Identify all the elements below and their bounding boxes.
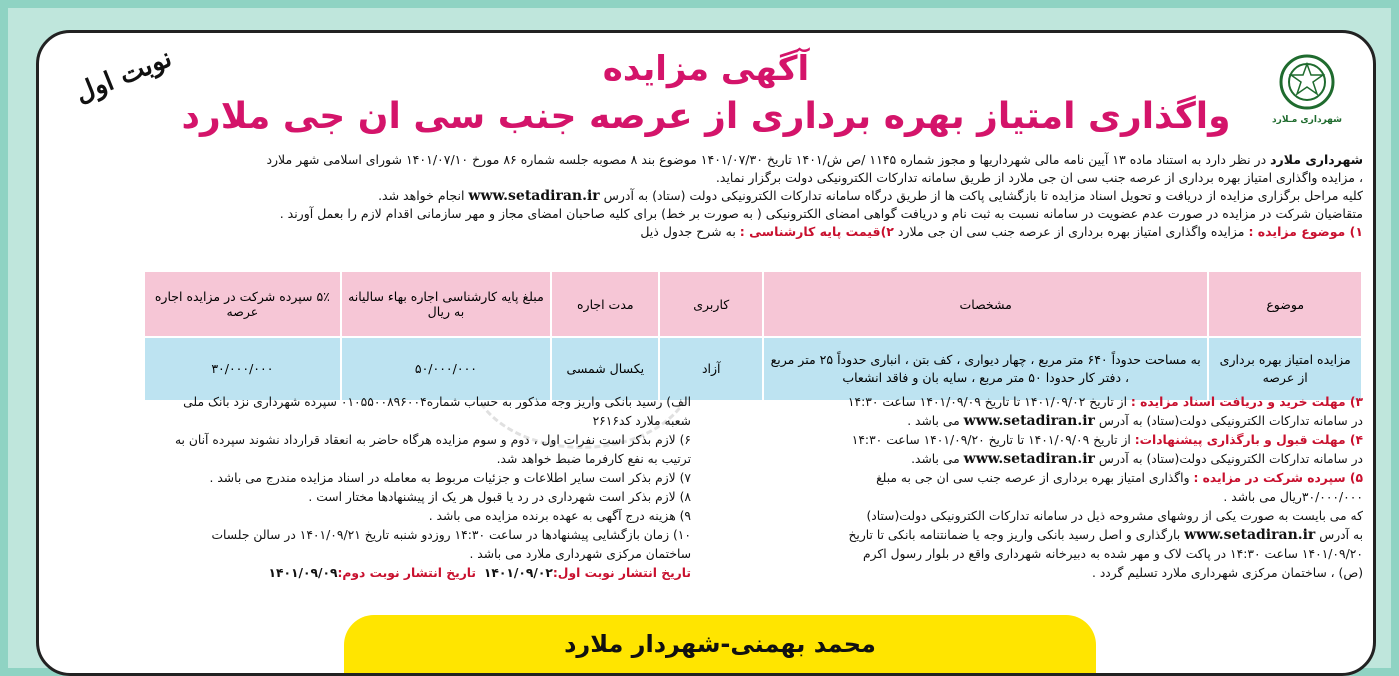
intro-line-3b: انجام خواهد شد. [378, 188, 465, 203]
deposit-label: ۵) سپرده شرکت در مزایده : [1193, 471, 1363, 485]
table-header: مدت اجاره [551, 271, 659, 337]
deposit-text-6: (ص) ، ساختمان مرکزی شهرداری ملارد تسلیم گردد . [1092, 566, 1363, 580]
intro-line-1: در نظر دارد به استناد ماده ۱۳ آیین نامه مالی شهرداریها و مجوز شماره ۱۱۴۵ /ص ش/۱۴۰۱ تاریخ ۱۴۰۱/۰۷/۳۰ موضوع بند ۸ مصوبه جلسه شماره ۸۶ مورخ ۱۴۰۱/۰۷/۱۰ شورای اسلامی شهر ملارد [266, 152, 1271, 167]
table-cell: یکسال شمسی [551, 337, 659, 401]
purchase-deadline-text-2: در سامانه تدارکات الکترونیکی دولت(ستاد) به آدرس [1098, 414, 1363, 428]
item-8: ۸) لازم بذکر است شهرداری در رد یا قبول هر یک از پیشنهادها مختار است . [308, 490, 691, 504]
notice-subtitle: واگذاری امتیاز بهره برداری از عرصه جنب سی ان جی ملارد [181, 96, 1231, 137]
intro-line-4: متقاضیان شرکت در مزایده در صورت عدم عضویت در سامانه نسبت به ثبت نام و دریافت گواهی امضای الکترونیکی ( به صورت بر خط) برای کلیه صاحبان امضای مجاز و مهر سازمانی اقدام لازم را بعمل آورند . [279, 206, 1363, 221]
notice-card [36, 30, 1376, 676]
pub1-label: تاریخ انتشار نوبت اول: [552, 566, 691, 580]
intro-line-2: ، مزایده واگذاری امتیاز بهره برداری از عرصه جنب سی ان جی ملارد از طریق سامانه تدارکات الکترونیکی دولت برگزار نماید. [715, 170, 1363, 185]
notice-title: آگهی مزایده [602, 49, 810, 89]
table-header: کاربری [659, 271, 763, 337]
table-header: ۵٪ سپرده شرکت در مزایده اجاره عرصه [144, 271, 341, 337]
auction-table [143, 270, 1363, 402]
table-header: مبلغ پایه کارشناسی اجاره بهاء سالیانه به ریال [341, 271, 551, 337]
mayor-signature-banner: محمد بهمنی-شهردار ملارد [344, 615, 1096, 675]
table-header: مشخصات [763, 271, 1208, 337]
submission-deadline-end: می باشد. [911, 452, 960, 466]
right-column [763, 393, 1363, 583]
purchase-deadline-text: از تاریخ ۱۴۰۱/۰۹/۰۲ تا تاریخ ۱۴۰۱/۰۹/۰۹ ساعت ۱۴:۳۰ [847, 395, 1131, 409]
pub2-date: ۱۴۰۱/۰۹/۰۹ [268, 566, 338, 580]
item-6b: ترتیب به نفع کارفرما ضبط خواهد شد. [496, 452, 691, 466]
item-7: ۷) لازم بذکر است سایر اطلاعات و جزئیات مربوط به معامله در اسناد مزایده مندرج می باشد . [209, 471, 691, 485]
base-price-label: ۲)قیمت پایه کارشناسی : [739, 224, 894, 239]
intro-line-3a: کلیه مراحل برگزاری مزایده از دریافت و تحویل اسناد مزایده تا بازگشایی پاکت ها از طریق درگاه سامانه تدارکات الکترونیکی دولت (ستاد) به آدرس [603, 188, 1363, 203]
table-cell: آزاد [659, 337, 763, 401]
purchase-deadline-label: ۳) مهلت خرید و دریافت اسناد مزایده : [1130, 395, 1363, 409]
deposit-amount: ۳۰/۰۰۰/۰۰۰ریال می باشد . [1223, 490, 1363, 504]
table-row [144, 337, 1362, 401]
deposit-text-3: که می بایست به صورت یکی از روشهای مشروحه ذیل در سامانه تدارکات الکترونیکی دولت(ستاد) [866, 509, 1363, 523]
table-header: موضوع [1208, 271, 1362, 337]
deposit-text-4b: بارگذاری و اصل رسید بانکی واریز وجه یا ضمانتنامه بانکی تا تاریخ [848, 528, 1181, 542]
table-header-row [144, 271, 1362, 337]
pub2-label: تاریخ انتشار نوبت دوم: [337, 566, 477, 580]
item-10: ۱۰) زمان بازگشایی پیشنهادها در ساعت ۱۴:۳۰ روزدو شنبه تاریخ ۱۴۰۱/۰۹/۲۱ در سالن جلسات [211, 528, 691, 542]
deposit-text-4a: به آدرس [1319, 528, 1363, 542]
intro-paragraph [49, 151, 1363, 241]
deposit-text: واگذاری امتیاز بهره برداری از عرصه جنب سی ان جی به مبلغ [876, 471, 1194, 485]
item-6: ۶) لازم بذکر است نفرات اول ، دوم و سوم مزایده هرگاه حاضر به انعقاد قرارداد نشوند سپرده آنان به [174, 433, 691, 447]
logo-caption: شهرداری مـلارد [1272, 115, 1342, 125]
table-cell: مزایده امتیاز بهره برداری از عرصه [1208, 337, 1362, 401]
publication-dates [51, 564, 691, 583]
submission-deadline-text-2: در سامانه تدارکات الکترونیکی دولت(ستاد) به آدرس [1098, 452, 1363, 466]
website-link[interactable]: www.setadiran.ir [468, 188, 600, 204]
subject-label: ۱) موضوع مزایده : [1248, 224, 1363, 239]
submission-deadline-label: ۴) مهلت قبول و بارگذاری پیشنهادات: [1134, 433, 1363, 447]
submission-deadline-text: از تاریخ ۱۴۰۱/۰۹/۰۹ تا تاریخ ۱۴۰۱/۰۹/۲۰ ساعت ۱۴:۳۰ [851, 433, 1135, 447]
table-cell: ۵۰/۰۰۰/۰۰۰ [341, 337, 551, 401]
pub1-date: ۱۴۰۱/۰۹/۰۲ [483, 566, 553, 580]
item-10b: ساختمان مرکزی شهرداری ملارد می باشد . [469, 547, 691, 561]
table-cell: ۳۰/۰۰۰/۰۰۰ [144, 337, 341, 401]
left-column [51, 393, 691, 583]
org-name: شهرداری ملارد [1270, 152, 1363, 167]
table-cell: به مساحت حدوداً ۶۴۰ متر مربع ، چهار دیواری ، کف بتن ، انباری حدوداً ۲۵ متر مربع ، دفتر کار حدودا ۵۰ متر مربع ، سایه بان و فاقد انشعاب [763, 337, 1208, 401]
turn-label: نوبت اول [71, 43, 177, 109]
item-a-line-2: شعبه ملارد کد۲۶۱۶ [592, 414, 691, 428]
deposit-text-5: ۱۴۰۱/۰۹/۲۰ ساعت ۱۴:۳۰ در پاکت لاک و مهر شده به دبیرخانه شهرداری واقع در بلوار رسول اکرم [863, 547, 1363, 561]
purchase-deadline-end: می باشد . [907, 414, 960, 428]
subject-text: مزایده واگذاری امتیاز بهره برداری از عرصه جنب سی ان جی ملارد [893, 224, 1249, 239]
base-price-text: به شرح جدول ذیل [640, 224, 740, 239]
item-a-line-1: الف) رسید بانکی واریز وجه مذکور به حساب شماره۰۱۰۵۵۰۰۸۹۶۰۰۴ سپرده شهرداری نزد بانک ملی [183, 395, 691, 409]
website-link[interactable]: www.setadiran.ir [963, 451, 1095, 467]
website-link[interactable]: www.setadiran.ir [963, 413, 1095, 429]
item-9: ۹) هزینه درج آگهی به عهده برنده مزایده می باشد . [428, 509, 691, 523]
website-link[interactable]: www.setadiran.ir [1184, 527, 1316, 543]
